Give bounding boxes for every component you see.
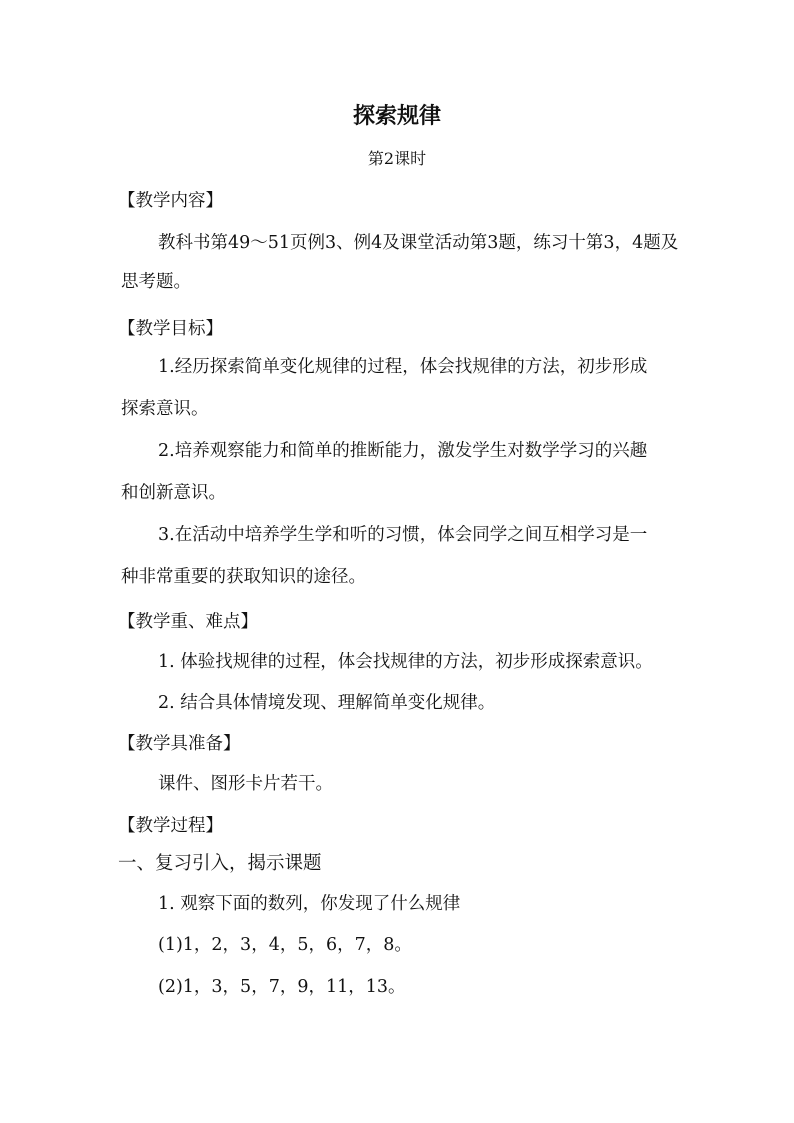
prep-text: 课件、图形卡片若干。 bbox=[158, 774, 333, 794]
document-title: 探索规律 bbox=[352, 104, 441, 129]
lesson-subtitle: 第2课时 bbox=[367, 149, 427, 168]
content-text-line2: 思考题。 bbox=[121, 272, 191, 292]
sequence1: (1)1，2，3，4，5，6，7，8。 bbox=[158, 935, 412, 955]
step1-text: 1. 观察下面的数列，你发现了什么规律 bbox=[158, 894, 461, 914]
goal3-line1: 3.在活动中培养学生学和听的习惯，体会同学之间互相学习是一 bbox=[158, 525, 648, 545]
goal2-line1: 2.培养观察能力和简单的推断能力，激发学生对数学学习的兴趣 bbox=[158, 441, 648, 461]
goal1-line1: 1.经历探索简单变化规律的过程，体会找规律的方法，初步形成 bbox=[158, 357, 648, 377]
content-heading: 【教学内容】 bbox=[118, 191, 223, 211]
goal3-line2: 种非常重要的获取知识的途径。 bbox=[121, 567, 366, 587]
sequence2: (2)1，3，5，7，9，11，13。 bbox=[158, 977, 406, 997]
section1-heading: 一、复习引入，揭示课题 bbox=[118, 853, 322, 874]
process-heading: 【教学过程】 bbox=[118, 816, 223, 836]
goal1-line2: 探索意识。 bbox=[121, 399, 209, 419]
goals-heading: 【教学目标】 bbox=[118, 319, 223, 339]
keypoint1: 1. 体验找规律的过程，体会找规律的方法，初步形成探索意识。 bbox=[158, 652, 653, 672]
content-text-line1: 教科书第49～51页例3、例4及课堂活动第3题，练习十第3，4题及 bbox=[158, 233, 679, 253]
prep-heading: 【教学具准备】 bbox=[118, 734, 241, 754]
goal2-line2: 和创新意识。 bbox=[121, 483, 226, 503]
keypoints-heading: 【教学重、难点】 bbox=[118, 612, 258, 632]
keypoint2: 2. 结合具体情境发现、理解简单变化规律。 bbox=[158, 693, 496, 713]
